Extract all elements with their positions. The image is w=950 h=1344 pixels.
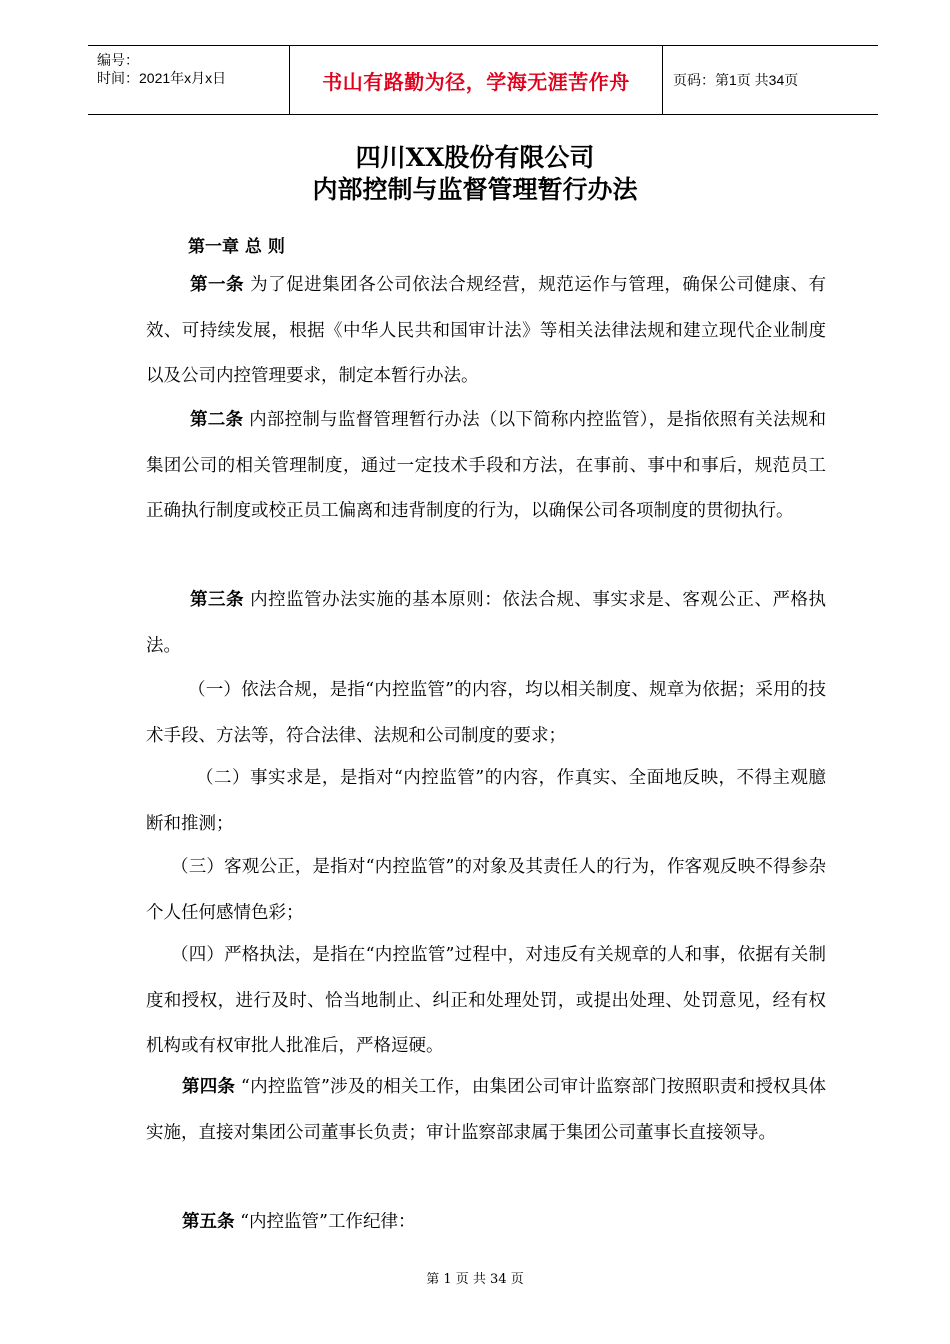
article-text: 为了促进集团各公司依法合规经营，规范运作与管理，确保公司健康、有效、可持续发展，根据《中华人民共和国审计法》等相关法律法规和建立现代企业制度以及公司内控管理要求，制定本暂行办法。 [146, 275, 827, 386]
principle-4 [146, 933, 826, 1070]
article-text: 内控监管办法实施的基本原则：依法合规、事实求是、客观公正、严格执法。 [146, 590, 827, 656]
page-footer: 第 1 页 共 34 页 [426, 1272, 524, 1287]
chapter-heading: 第一章 总 则 [188, 237, 285, 257]
header-table [88, 45, 878, 115]
article-text: “内控监管”涉及的相关工作，由集团公司审计监察部门按照职责和授权具体实施，直接对集团公司董事长负责；审计监察部隶属于集团公司董事长直接领导。 [146, 1077, 826, 1143]
document-title-regulation: 内部控制与监督管理暂行办法 [312, 175, 638, 204]
article-label: 第三条 [190, 590, 245, 610]
article-label: 第一条 [190, 275, 245, 295]
article-4 [146, 1065, 826, 1156]
header-page-cell [663, 46, 878, 114]
document-number-label: 编号： [97, 52, 139, 68]
article-label: 第五条 [182, 1212, 235, 1232]
principle-text: （二）事实求是，是指对“内控监管”的内容，作真实、全面地反映，不得主观臆断和推测； [146, 768, 826, 834]
header-meta-cell [88, 46, 290, 114]
principle-text: （一）依法合规，是指“内控监管”的内容，均以相关制度、规章为依据；采用的技术手段、方法等，符合法律、法规和公司制度的要求； [146, 680, 826, 746]
principle-1 [146, 668, 826, 759]
article-text: 内部控制与监督管理暂行办法（以下简称内控监管），是指依照有关法规和集团公司的相关管理制度，通过一定技术手段和方法，在事前、事中和事后，规范员工正确执行制度或校正员工偏离和违背制度的行为，以确保公司各项制度的贯彻执行。 [146, 410, 826, 521]
principle-2 [146, 756, 826, 847]
header-page-number: 页码：第1页 共34页 [673, 72, 799, 88]
article-1 [146, 263, 826, 400]
article-2 [146, 398, 826, 535]
principle-3 [146, 845, 826, 936]
principle-text: （四）严格执法，是指在“内控监管”过程中，对违反有关规章的人和事，依据有关制度和授权，进行及时、恰当地制止、纠正和处理处罚，或提出处理、处罚意见，经有权机构或有权审批人批准后，严格逗硬。 [146, 945, 826, 1056]
article-label: 第四条 [182, 1077, 236, 1097]
article-3 [146, 578, 826, 669]
header-motto: 书山有路勤为径，学海无涯苦作舟 [322, 69, 630, 94]
principle-text: （三）客观公正，是指对“内控监管”的对象及其责任人的行为，作客观反映不得参杂个人任何感情色彩； [146, 857, 826, 923]
header-motto-cell [290, 46, 663, 114]
document-time-label: 时间：2021年x月x日 [97, 70, 227, 86]
article-text: “内控监管”工作纪律： [234, 1212, 416, 1232]
document-title-company: 四川XX股份有限公司 [355, 143, 595, 172]
article-5 [146, 1200, 826, 1246]
article-label: 第二条 [190, 410, 244, 430]
